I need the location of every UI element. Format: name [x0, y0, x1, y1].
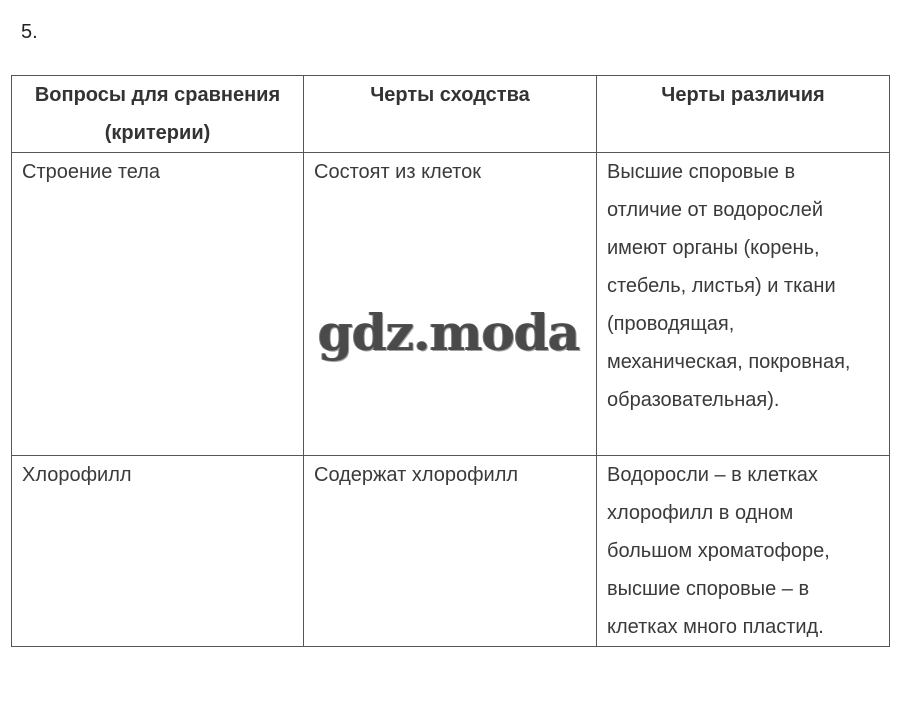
header-similarity-label: Черты сходства — [370, 84, 530, 106]
difference-line: хлорофилл в одном — [607, 502, 794, 524]
difference-line: высшие споровые – в — [607, 578, 810, 600]
difference-line: отличие от водорослей — [607, 199, 824, 221]
header-difference-label: Черты различия — [661, 84, 825, 106]
criterion-text: Хлорофилл — [22, 464, 132, 486]
difference-line: имеют органы (корень, — [607, 237, 820, 259]
header-criteria — [12, 76, 304, 153]
task-number: 5. — [21, 21, 38, 43]
difference-line: механическая, покровная, — [607, 351, 851, 373]
table-row — [12, 456, 890, 647]
header-similarity — [304, 76, 597, 153]
cell-criterion — [12, 456, 304, 647]
header-criteria-line-2: (критерии) — [104, 122, 211, 144]
difference-line: (проводящая, — [607, 313, 735, 335]
difference-line: Водоросли – в клетках — [607, 464, 818, 486]
criterion-text: Строение тела — [22, 161, 161, 183]
similarity-text: Содержат хлорофилл — [314, 464, 519, 486]
header-difference — [597, 76, 890, 153]
difference-line: большом хроматофоре, — [607, 540, 830, 562]
difference-line: Высшие споровые в — [607, 161, 796, 183]
watermark-logo: gdz.moda — [318, 303, 580, 362]
cell-criterion — [12, 153, 304, 456]
table-header-row — [12, 76, 890, 153]
difference-line: образовательная). — [607, 389, 780, 411]
header-criteria-line-1: Вопросы для сравнения — [34, 84, 281, 106]
cell-difference — [597, 456, 890, 647]
similarity-text: Состоят из клеток — [314, 161, 481, 183]
cell-difference — [597, 153, 890, 456]
difference-line: клетках много пластид. — [607, 616, 824, 638]
difference-line: стебель, листья) и ткани — [607, 275, 836, 297]
cell-similarity — [304, 456, 597, 647]
